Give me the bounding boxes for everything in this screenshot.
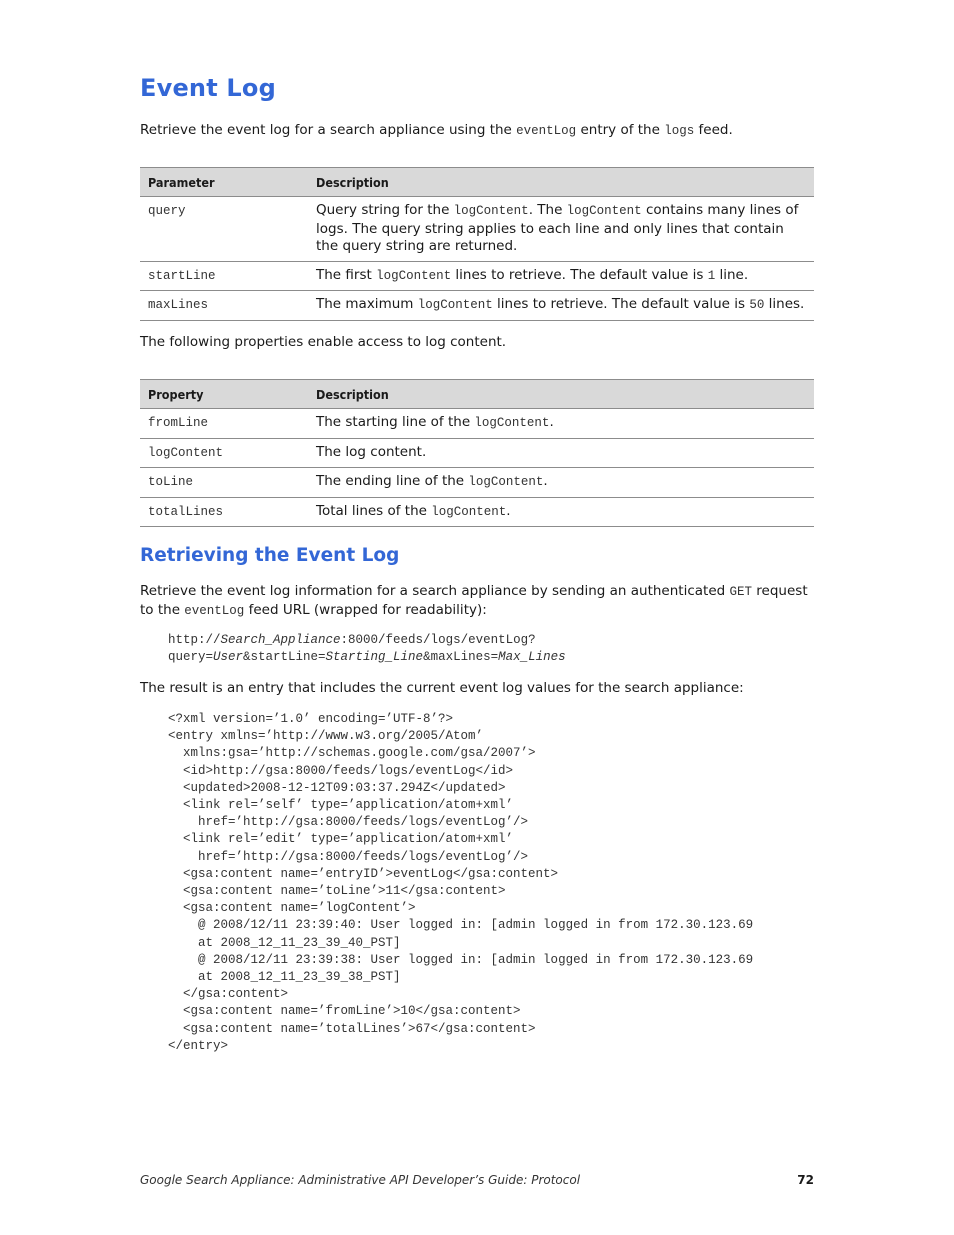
page-number: 72: [797, 1173, 814, 1187]
section-heading-retrieving: Retrieving the Event Log: [140, 545, 400, 566]
intro-code-eventlog: eventLog: [516, 124, 577, 138]
property-description: The ending line of the logContent.: [308, 468, 814, 498]
parameter-description: The maximum logContent lines to retrieve. The default value is 50 lines.: [308, 291, 814, 321]
intro-paragraph: [140, 121, 814, 140]
result-paragraph: The result is an entry that includes the current event log values for the search appliance:: [140, 680, 744, 696]
code-get: GET: [729, 585, 753, 599]
table-row: [140, 261, 814, 291]
property-description: The starting line of the logContent.: [308, 409, 814, 439]
parameter-name: maxLines: [148, 298, 209, 312]
retrieve-paragraph: Retrieve the event log information for a search appliance by sending an authenticated GET request to the eventLog feed URL (wrapped for readability):: [140, 583, 808, 618]
properties-table: [140, 379, 814, 527]
property-name: fromLine: [148, 416, 209, 430]
parameter-description: Query string for the logContent. The logContent contains many lines of logs. The query string applies to each line and only lines that contain the query string are returned.: [308, 197, 814, 262]
property-name: totalLines: [148, 504, 224, 519]
property-description: The log content.: [308, 438, 814, 468]
parameters-table: [140, 167, 814, 321]
table-row: [140, 468, 814, 498]
table-row: [140, 197, 814, 262]
intro-text-2: entry of the: [576, 122, 665, 138]
footer-document-title: Google Search Appliance: Administrative API Developer’s Guide: Protocol: [140, 1173, 581, 1187]
column-header-property: Property: [140, 380, 308, 409]
table-row: [140, 497, 814, 527]
table-row: [140, 438, 814, 468]
code-eventlog: eventLog: [184, 604, 245, 618]
column-header-description: Description: [308, 168, 814, 197]
column-header-description: Description: [308, 380, 814, 409]
parameter-name: startLine: [148, 268, 216, 283]
parameter-description: The first logContent lines to retrieve. The default value is 1 line.: [308, 261, 814, 291]
feed-url-code-block: http://Search_Appliance:8000/feeds/logs/eventLog? query=User&startLine=Starting_Line&maxLines=Max_Lines: [168, 633, 566, 665]
intro-code-logs: logs: [664, 124, 695, 138]
table-header-row: [140, 380, 814, 409]
intro-text-3: feed.: [694, 122, 733, 138]
page-footer: [140, 1173, 814, 1187]
property-description: Total lines of the logContent.: [308, 497, 814, 527]
table-header-row: [140, 168, 814, 197]
column-header-parameter: Parameter: [140, 168, 308, 197]
property-name: logContent: [148, 445, 224, 460]
table-row: [140, 291, 814, 321]
parameter-name: query: [148, 204, 186, 218]
xml-result-code-block: <?xml version=’1.0’ encoding=’UTF-8’?> <entry xmlns=’http://www.w3.org/2005/Atom’ xmlns:gsa=’http://schemas.google.com/gsa/2007’> <id>http://gsa:8000/feeds/logs/eventLog</id> <updated>2008-12-12T09:03:37.294Z</updated> <link rel=’self’ type=’application/atom+xml’ href=’http://gsa:8000/feeds/logs/eventLog’/> <link rel=’edit’ type=’application/atom+xml’ href=’http://gsa:8000/feeds/logs/eventLog’/> <gsa:content name=’entryID’>eventLog</gsa:content> <gsa:content name=’toLine’>11</gsa:content> <gsa:content name=’logContent’> @ 2008/12/11 23:39:40: User logged in: [admin logged in from 172.30.123.69 at 2008_12_11_23_39_40_PST] @ 2008/12/11 23:39:38: User logged in: [admin logged in from 172.30.123.69 at 2008_12_11_23_39_38_PST] </gsa:content> <gsa:content name=’fromLine’>10</gsa:content> <gsa:content name=’totalLines’>67</gsa:content> </entry>: [168, 712, 754, 1053]
property-name: toLine: [148, 475, 194, 489]
intro-text-1: Retrieve the event log for a search appliance using the: [140, 122, 517, 138]
table-row: [140, 409, 814, 439]
page-title: Event Log: [140, 74, 276, 102]
properties-intro: The following properties enable access to log content.: [140, 334, 507, 350]
